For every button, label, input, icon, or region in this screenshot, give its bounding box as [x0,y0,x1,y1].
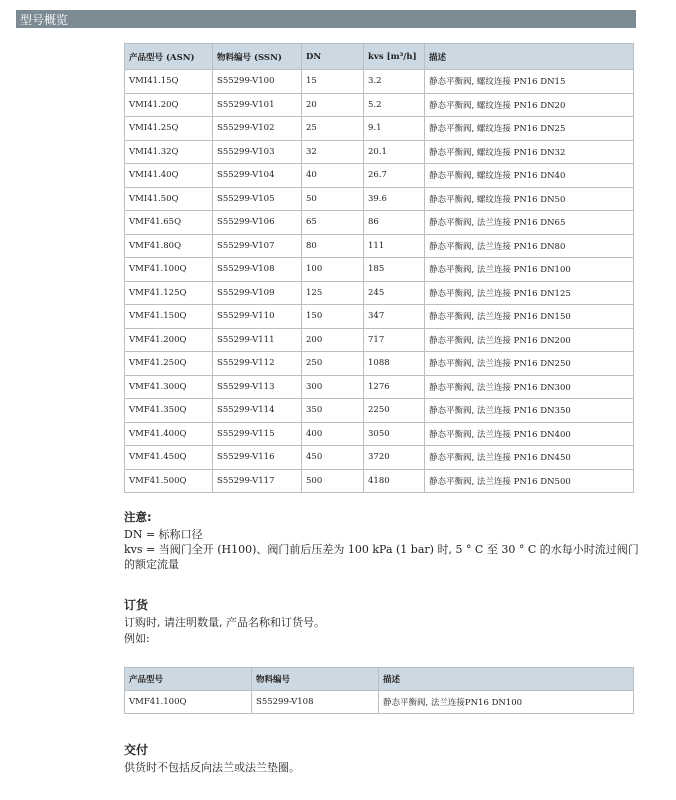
cell-asn: VMI41.25Q [125,117,213,141]
cell-kvs: 3720 [364,446,425,470]
notes-kvs-definition: kvs = 当阀门全开 (H100)、阀门前后压差为 100 kPa (1 bar) 时, 5 ° C 至 30 ° C 的水每小时流过阀门的额定流量 [124,543,639,571]
table-row [125,187,634,211]
cell-ssn: S55299-V112 [213,352,302,376]
table-body [125,70,634,493]
cell-description: 静态平衡阀, 螺纹连接 PN16 DN40 [425,164,634,188]
table-row [125,469,634,493]
cell-kvs: 4180 [364,469,425,493]
notes-section [124,510,639,572]
notes-dn-definition: DN = 标称口径 [124,528,203,541]
cell-ssn: S55299-V114 [213,399,302,423]
table-row [125,446,634,470]
header-ssn: 物料编号 (SSN) [213,44,302,70]
cell-ssn: S55299-V110 [213,305,302,329]
header-asn: 产品型号 (ASN) [125,44,213,70]
cell-kvs: 245 [364,281,425,305]
cell-ssn: S55299-V100 [213,70,302,94]
cell-asn: VMF41.250Q [125,352,213,376]
cell-asn: VMI41.20Q [125,93,213,117]
cell-asn: VMF41.125Q [125,281,213,305]
ordering-example-label: 例如: [124,632,150,645]
cell-ssn: S55299-V109 [213,281,302,305]
cell-description: 静态平衡阀, 法兰连接 PN16 DN400 [425,422,634,446]
example-description: 静态平衡阀, 法兰连接PN16 DN100 [379,691,634,714]
cell-description: 静态平衡阀, 螺纹连接 PN16 DN25 [425,117,634,141]
table-row [125,328,634,352]
cell-kvs: 39.6 [364,187,425,211]
ordering-instruction: 订购时, 请注明数量, 产品名称和订货号。 [124,616,325,629]
cell-kvs: 111 [364,234,425,258]
delivery-text: 供货时不包括反向法兰或法兰垫圈。 [124,761,300,774]
cell-dn: 32 [302,140,364,164]
example-ssn: S55299-V108 [252,691,379,714]
cell-dn: 25 [302,117,364,141]
table-row [125,140,634,164]
cell-description: 静态平衡阀, 法兰连接 PN16 DN100 [425,258,634,282]
cell-dn: 80 [302,234,364,258]
cell-dn: 20 [302,93,364,117]
cell-dn: 100 [302,258,364,282]
cell-description: 静态平衡阀, 法兰连接 PN16 DN350 [425,399,634,423]
cell-dn: 40 [302,164,364,188]
table-row [125,117,634,141]
header-dn: DN [302,44,364,70]
example-header-row [125,668,634,691]
cell-asn: VMF41.150Q [125,305,213,329]
table-row [125,399,634,423]
cell-kvs: 717 [364,328,425,352]
ordering-heading: 订货 [124,598,149,612]
cell-ssn: S55299-V113 [213,375,302,399]
cell-asn: VMI41.40Q [125,164,213,188]
table-row [125,234,634,258]
cell-description: 静态平衡阀, 法兰连接 PN16 DN500 [425,469,634,493]
cell-ssn: S55299-V117 [213,469,302,493]
delivery-heading: 交付 [124,743,149,757]
cell-ssn: S55299-V101 [213,93,302,117]
cell-ssn: S55299-V107 [213,234,302,258]
table-row [125,258,634,282]
table-row [125,422,634,446]
cell-dn: 150 [302,305,364,329]
example-header-description: 描述 [379,668,634,691]
cell-description: 静态平衡阀, 法兰连接 PN16 DN300 [425,375,634,399]
cell-ssn: S55299-V116 [213,446,302,470]
cell-kvs: 2250 [364,399,425,423]
cell-asn: VMF41.450Q [125,446,213,470]
cell-description: 静态平衡阀, 法兰连接 PN16 DN65 [425,211,634,235]
cell-kvs: 20.1 [364,140,425,164]
cell-dn: 300 [302,375,364,399]
cell-ssn: S55299-V104 [213,164,302,188]
cell-ssn: S55299-V111 [213,328,302,352]
cell-asn: VMI41.15Q [125,70,213,94]
header-kvs: kvs [m³/h] [364,44,425,70]
cell-description: 静态平衡阀, 法兰连接 PN16 DN200 [425,328,634,352]
cell-dn: 450 [302,446,364,470]
cell-ssn: S55299-V115 [213,422,302,446]
cell-asn: VMI41.50Q [125,187,213,211]
cell-asn: VMF41.100Q [125,258,213,282]
table-header-row [125,44,634,70]
notes-heading: 注意: [124,510,152,524]
cell-dn: 15 [302,70,364,94]
cell-dn: 200 [302,328,364,352]
cell-dn: 65 [302,211,364,235]
cell-kvs: 9.1 [364,117,425,141]
model-overview-table [124,43,634,493]
cell-asn: VMF41.65Q [125,211,213,235]
cell-kvs: 86 [364,211,425,235]
example-header-ssn: 物料编号 [252,668,379,691]
cell-kvs: 3050 [364,422,425,446]
table-row [125,352,634,376]
section-header-bar [16,10,636,28]
delivery-section [124,742,639,776]
cell-kvs: 1276 [364,375,425,399]
cell-description: 静态平衡阀, 螺纹连接 PN16 DN15 [425,70,634,94]
cell-kvs: 3.2 [364,70,425,94]
cell-dn: 500 [302,469,364,493]
table-row [125,211,634,235]
cell-kvs: 5.2 [364,93,425,117]
cell-dn: 350 [302,399,364,423]
cell-description: 静态平衡阀, 螺纹连接 PN16 DN20 [425,93,634,117]
cell-dn: 250 [302,352,364,376]
cell-ssn: S55299-V105 [213,187,302,211]
cell-dn: 400 [302,422,364,446]
section-title: 型号概览 [20,13,69,27]
cell-description: 静态平衡阀, 螺纹连接 PN16 DN32 [425,140,634,164]
cell-asn: VMF41.350Q [125,399,213,423]
example-row [125,691,634,714]
cell-kvs: 185 [364,258,425,282]
cell-dn: 125 [302,281,364,305]
table-row [125,93,634,117]
cell-asn: VMI41.32Q [125,140,213,164]
table-row [125,375,634,399]
cell-ssn: S55299-V103 [213,140,302,164]
cell-asn: VMF41.400Q [125,422,213,446]
cell-description: 静态平衡阀, 法兰连接 PN16 DN450 [425,446,634,470]
cell-kvs: 26.7 [364,164,425,188]
table-row [125,70,634,94]
cell-description: 静态平衡阀, 法兰连接 PN16 DN150 [425,305,634,329]
cell-asn: VMF41.80Q [125,234,213,258]
cell-kvs: 347 [364,305,425,329]
table-row [125,164,634,188]
cell-asn: VMF41.500Q [125,469,213,493]
cell-ssn: S55299-V106 [213,211,302,235]
table-row [125,281,634,305]
cell-description: 静态平衡阀, 法兰连接 PN16 DN125 [425,281,634,305]
cell-kvs: 1088 [364,352,425,376]
example-header-asn: 产品型号 [125,668,252,691]
cell-description: 静态平衡阀, 螺纹连接 PN16 DN50 [425,187,634,211]
example-asn: VMF41.100Q [125,691,252,714]
cell-dn: 50 [302,187,364,211]
cell-description: 静态平衡阀, 法兰连接 PN16 DN250 [425,352,634,376]
header-description: 描述 [425,44,634,70]
cell-ssn: S55299-V108 [213,258,302,282]
cell-ssn: S55299-V102 [213,117,302,141]
cell-asn: VMF41.200Q [125,328,213,352]
table-row [125,305,634,329]
cell-asn: VMF41.300Q [125,375,213,399]
order-example-table [124,667,634,714]
ordering-section [124,597,639,647]
cell-description: 静态平衡阀, 法兰连接 PN16 DN80 [425,234,634,258]
